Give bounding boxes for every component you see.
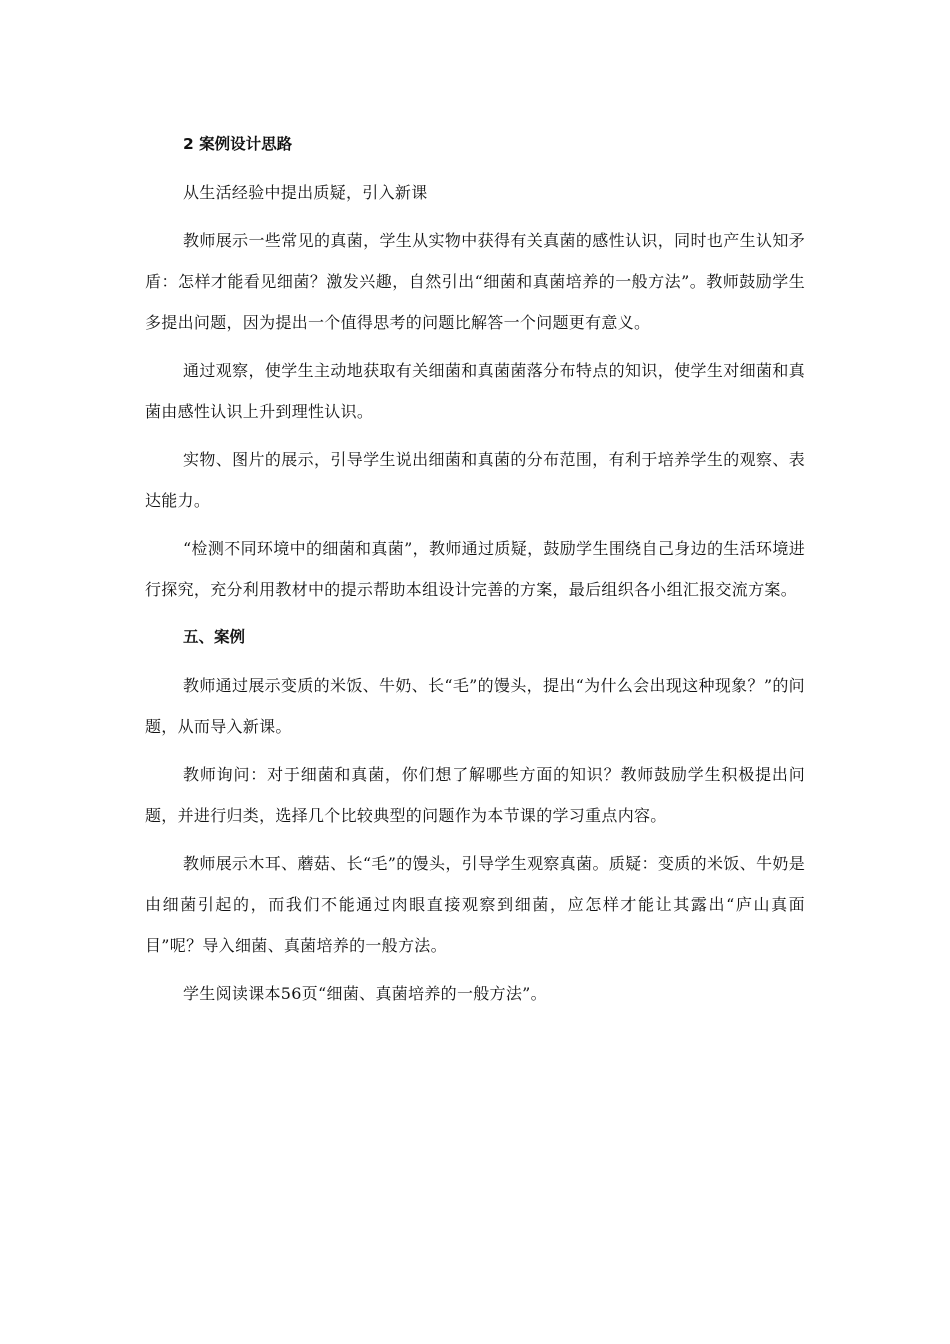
- paragraph: 学生阅读课本56页“细菌、真菌培养的一般方法”。: [183, 984, 547, 1003]
- document-body: [145, 124, 805, 1021]
- paragraph: 教师展示木耳、蘑菇、长“毛”的馒头，引导学生观察真菌。质疑：变质的米饭、牛奶是由细菌引起的，而我们不能通过肉眼直接观察到细菌，应怎样才能让其露出“庐山真面目”呢？导入细菌、真菌培养的一般方法。: [145, 854, 805, 955]
- paragraph: 实物、图片的展示，引导学生说出细菌和真菌的分布范围，有利于培养学生的观察、表达能力。: [145, 450, 805, 510]
- paragraph: 通过观察，使学生主动地获取有关细菌和真菌菌落分布特点的知识，使学生对细菌和真菌由感性认识上升到理性认识。: [145, 361, 805, 421]
- paragraph: 教师询问：对于细菌和真菌，你们想了解哪些方面的知识？教师鼓励学生积极提出问题，并进行归类，选择几个比较典型的问题作为本节课的学习重点内容。: [145, 765, 805, 825]
- paragraph: 教师通过展示变质的米饭、牛奶、长“毛”的馒头，提出“为什么会出现这种现象？”的问题，从而导入新课。: [145, 676, 805, 736]
- case-heading: 五、案例: [183, 628, 246, 646]
- paragraph: 教师展示一些常见的真菌，学生从实物中获得有关真菌的感性认识，同时也产生认知矛盾：怎样才能看见细菌？激发兴趣，自然引出“细菌和真菌培养的一般方法”。教师鼓励学生多提出问题，因为提出一个值得思考的问题比解答一个问题更有意义。: [145, 231, 805, 332]
- section-heading: 2 案例设计思路: [183, 135, 293, 153]
- paragraph-intro: 从生活经验中提出质疑，引入新课: [183, 183, 428, 202]
- paragraph: “检测不同环境中的细菌和真菌”，教师通过质疑，鼓励学生围绕自己身边的生活环境进行探究，充分利用教材中的提示帮助本组设计完善的方案，最后组织各小组汇报交流方案。: [145, 539, 805, 599]
